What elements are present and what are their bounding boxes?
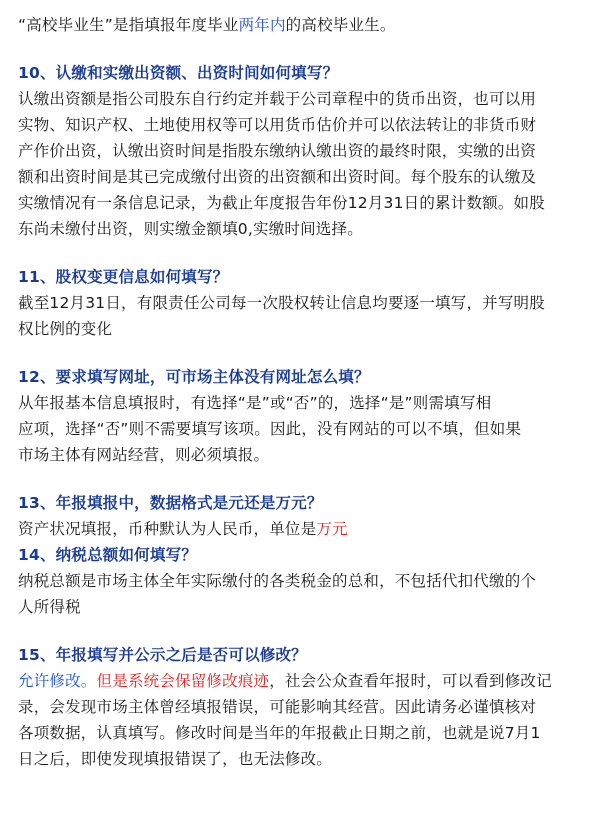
faq-item-15 <box>18 642 597 772</box>
answer-line: 日之后，即使发现填报错误了，也无法修改。 <box>18 750 333 768</box>
faq-answer-13 <box>18 516 597 542</box>
faq-answer-14 <box>18 568 597 620</box>
faq-question-15: 15、年报填写并公示之后是否可以修改？ <box>18 646 307 664</box>
answer-line: 认缴出资额是指公司股东自行约定并载于公司章程中的货币出资，也可以用 <box>18 90 537 108</box>
faq-item-10 <box>18 60 597 242</box>
intro-paragraph <box>18 12 597 38</box>
answer-line: 截至12月31日，有限责任公司每一次股权转让信息均要逐一填写，并写明股 <box>18 294 545 312</box>
faq-answer-15 <box>18 668 597 772</box>
answer-line: 人所得税 <box>18 598 81 616</box>
answer-line: 录，会发现市场主体曾经填报错误，可能影响其经营。因此请务必谨慎核对 <box>18 698 537 716</box>
faq-question-13: 13、年报填报中，数据格式是元还是万元？ <box>18 494 323 512</box>
answer-line: 应项，选择“否”则不需要填写该项。因此，没有网站的可以不填，但如果 <box>18 420 522 438</box>
answer-line: 各项数据，认真填写。修改时间是当年的年报截止日期之前，也就是说7月1 <box>18 724 541 742</box>
faq-answer-12 <box>18 390 597 468</box>
unit-highlight: 万元 <box>316 520 348 538</box>
faq-question-10: 10、认缴和实缴出资额、出资时间如何填写？ <box>18 64 339 82</box>
answer-line: 实物、知识产权、土地使用权等可以用货币估价并可以依法转让的非货币财 <box>18 116 537 134</box>
faq-question-11: 11、股权变更信息如何填写？ <box>18 268 229 286</box>
trace-warning-highlight: 但是系统会保留修改痕迹 <box>96 672 270 690</box>
faq-item-12 <box>18 364 597 468</box>
intro-text-part1: “高校毕业生”是指填报年度毕业 <box>18 16 239 34</box>
answer-line: 从年报基本信息填报时，有选择“是”或“否”的，选择“是”则需填写相 <box>18 394 492 412</box>
faq-question-12: 12、要求填写网址，可市场主体没有网址怎么填？ <box>18 368 370 386</box>
answer-line: 产作价出资，认缴出资时间是指股东缴纳认缴出资的最终时限，实缴的出资 <box>18 142 537 160</box>
answer-line: 纳税总额是市场主体全年实际缴付的各类税金的总和，不包括代扣代缴的个 <box>18 572 537 590</box>
intro-text-part2: 的高校毕业生。 <box>285 16 396 34</box>
faq-item-11 <box>18 264 597 342</box>
allowed-highlight: 允许修改。 <box>18 672 97 690</box>
faq-answer-10 <box>18 86 597 242</box>
answer-line: 实缴情况有一条信息记录，为截止年度报告年份12月31日的累计数额。如股 <box>18 194 545 212</box>
answer-line <box>18 668 597 694</box>
faq-item-13 <box>18 490 597 542</box>
faq-question-14: 14、纳税总额如何填写？ <box>18 546 197 564</box>
answer-text: 资产状况填报，币种默认为人民币，单位是 <box>18 520 317 538</box>
answer-line: 权比例的变化 <box>18 320 113 338</box>
answer-line: 市场主体有网站经营，则必须填报。 <box>18 446 270 464</box>
faq-answer-11 <box>18 290 597 342</box>
answer-line: 东尚未缴付出资，则实缴金额填0,实缴时间选择。 <box>18 220 363 238</box>
answer-text: ，社会公众查看年报时，可以看到修改记 <box>269 672 552 690</box>
intro-highlight: 两年内 <box>238 16 286 34</box>
faq-item-14 <box>18 542 597 620</box>
answer-line: 额和出资时间是其已完成缴付出资的出资额和出资时间。每个股东的认缴及 <box>18 168 537 186</box>
